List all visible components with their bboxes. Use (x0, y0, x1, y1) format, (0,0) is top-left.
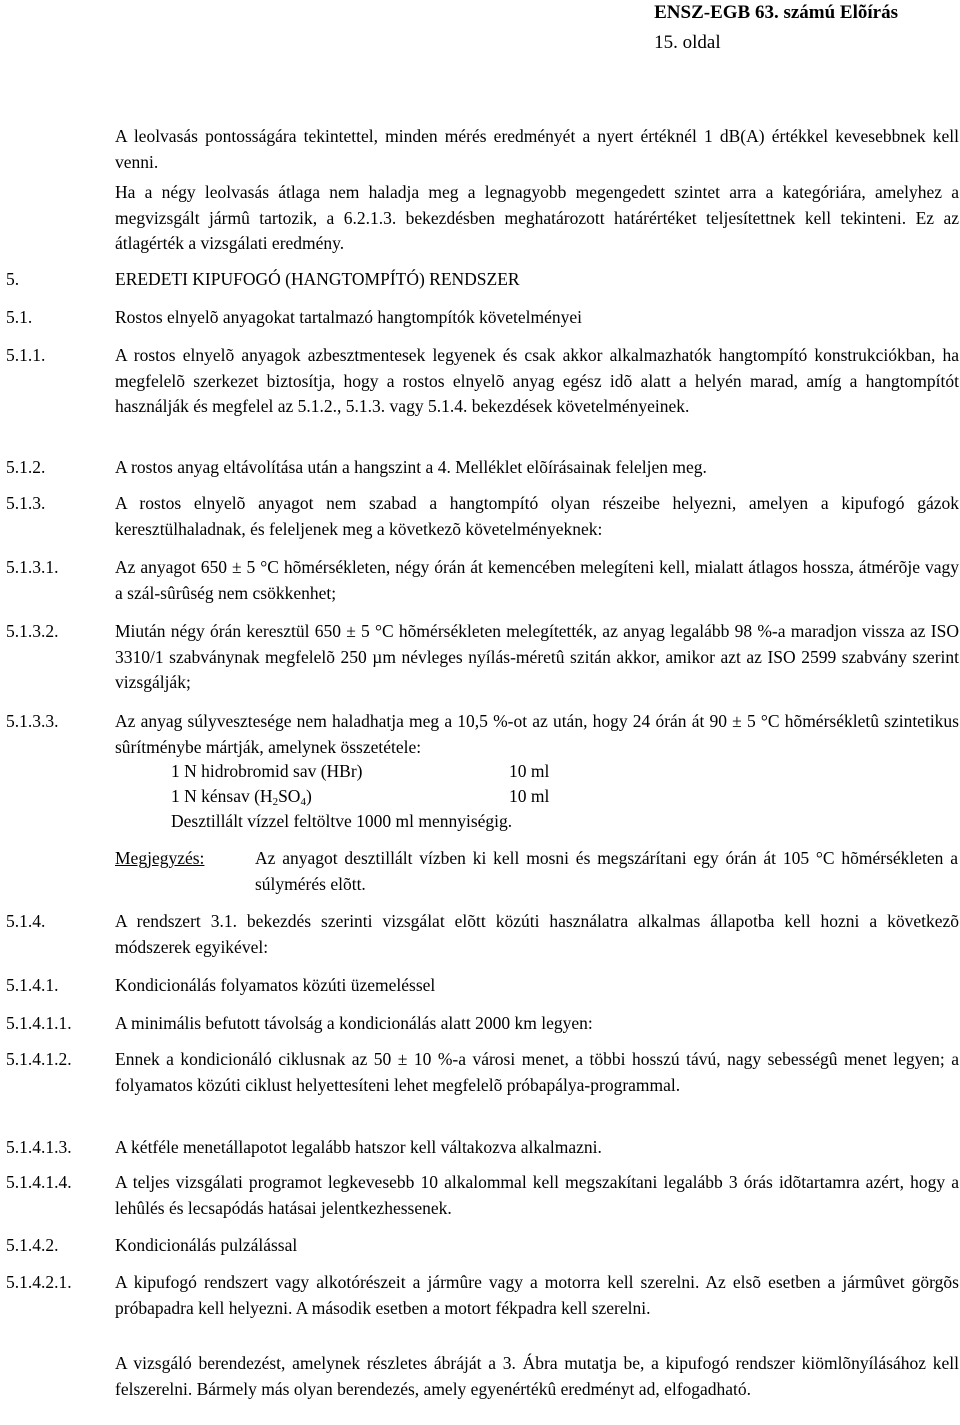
intro-paragraph-2: Ha a négy leolvasás átlaga nem haladja meg a legnagyobb megengedett szintet arra a kategóriára, amelyhez a megvizsgált jármû tartozik, a 6.2.1.3. bekezdésben meghatározott határértéket teljesítettnek kell tekinteni. Ez az átlagérték a vizsgálati eredmény. (115, 182, 959, 253)
section-number: 5.1.2. (6, 457, 46, 477)
note-label: Megjegyzés: (115, 848, 205, 868)
section-title: EREDETI KIPUFOGÓ (HANGTOMPÍTÓ) RENDSZER (115, 269, 520, 289)
section-number: 5.1.3.3. (6, 711, 59, 731)
section-text: A kipufogó rendszert vagy alkotórészeit a jármûre vagy a motorra kell szerelni. Az elsõ esetben a jármûvet görgõs próbapadra kell helyezni. A második esetben a motort fékpadra kell szerelni. (115, 1272, 959, 1318)
section-number: 5.1.1. (6, 345, 46, 365)
section-number: 5. (6, 269, 20, 289)
composition-amount-h2so4: 10 ml (509, 786, 550, 806)
section-number: 5.1.4.1.4. (6, 1172, 72, 1192)
section-number: 5.1.4. (6, 911, 46, 931)
section-text: Ennek a kondicionáló ciklusnak az 50 ± 10 %-a városi menet, a többi hosszú távú, nagy sebességû menet legyen; a folyamatos közúti ciklust helyettesíteni lehet megfelelõ próbapálya-programmal. (115, 1049, 959, 1095)
section-number: 5.1. (6, 307, 33, 327)
composition-amount-hbr: 10 ml (509, 761, 550, 781)
section-text: A teljes vizsgálati programot legkevesebb 10 alkalommal kell megszakítani legalább 3 órás idõtartamra azért, hogy a lehûlés és lecsapódás hatásai jelentkezhessenek. (115, 1172, 959, 1218)
section-number: 5.1.4.1. (6, 975, 59, 995)
section-text: Az anyagot 650 ± 5 °C hõmérsékleten, négy órán át kemencében melegíteni kell, mialatt átlagos hossza, átmérõje vagy a szál-sûrûség nem csökkenhet; (115, 557, 959, 603)
section-text: A minimális befutott távolság a kondicionálás alatt 2000 km legyen: (115, 1013, 593, 1033)
section-number: 5.1.3. (6, 493, 46, 513)
intro-paragraph-1: A leolvasás pontosságára tekintettel, minden mérés eredményét a nyert értéknél 1 dB(A) értékkel kevesebbnek kell venni. (115, 126, 959, 172)
section-text: Az anyag súlyvesztesége nem haladhatja meg a 10,5 %-ot az után, hogy 24 órán át 90 ± 5 °C hõmérsékletû szintetikus sûrítménybe mártják, amelynek összetétele: (115, 711, 959, 757)
section-text: A rostos elnyelõ anyagok azbesztmentesek legyenek és csak akkor alkalmazhatók hangtompító konstrukciókban, ha megfelelõ szerkezet biztosítja, hogy a rostos elnyelõ anyag egész idõ alatt a helyén marad, amíg a hangtompítót használják és megfelel az 5.1.2., 5.1.3. vagy 5.1.4. bekezdések követelményeinek. (115, 345, 959, 416)
section-number: 5.1.4.1.1. (6, 1013, 72, 1033)
section-text: A kétféle menetállapotot legalább hatszor kell váltakozva alkalmazni. (115, 1137, 602, 1157)
page-number: 15. oldal (654, 32, 721, 53)
section-text: Kondicionálás pulzálással (115, 1235, 298, 1255)
composition-item-hbr: 1 N hidrobromid sav (HBr) (171, 761, 363, 781)
note-text: Az anyagot desztillált vízben ki kell mosni és megszárítani egy órán át 105 °C hõmérsékleten a súlymérés elõtt. (255, 848, 958, 894)
section-number: 5.1.3.2. (6, 621, 59, 641)
section-title: Rostos elnyelõ anyagokat tartalmazó hangtompítók követelményei (115, 307, 583, 327)
page-header (654, 0, 898, 58)
section-text: Miután négy órán keresztül 650 ± 5 °C hõmérsékleten melegítették, az anyag legalább 98 %-a maradjon vissza az ISO 3310/1 szabványnak megfelelõ 250 µm névleges nyílás-méretû szitán akkor, amikor azt az ISO 2599 szabvány szerint vizsgálják; (115, 621, 959, 692)
section-number: 5.1.4.2.1. (6, 1272, 72, 1292)
section-number: 5.1.4.1.3. (6, 1137, 72, 1157)
document-title: ENSZ-EGB 63. számú Elõírás (654, 2, 898, 23)
section-number: 5.1.4.2. (6, 1235, 59, 1255)
composition-item-water: Desztillált vízzel feltöltve 1000 ml mennyiségig. (171, 811, 513, 831)
section-text: A rostos anyag eltávolítása után a hangszint a 4. Melléklet elõírásainak feleljen meg. (115, 457, 707, 477)
final-paragraph: A vizsgáló berendezést, amelynek részletes ábráját a 3. Ábra mutatja be, a kipufogó rendszer kiömlõnyílásához kell felszerelni. Bármely más olyan berendezés, amely egyenértékû eredményt ad, elfogadható. (115, 1353, 959, 1399)
section-number: 5.1.4.1.2. (6, 1049, 72, 1069)
section-text: Kondicionálás folyamatos közúti üzemeléssel (115, 975, 436, 995)
section-text: A rendszert 3.1. bekezdés szerinti vizsgálat elõtt közúti használatra alkalmas állapotba kell hozni a következõ módszerek egyikével: (115, 911, 959, 957)
composition-item-h2so4: 1 N kénsav $(H_2SO_4)$ (171, 786, 312, 808)
section-text: A rostos elnyelõ anyagot nem szabad a hangtompító olyan részeibe helyezni, amelyen a kipufogó gázok keresztülhaladnak, és feleljenek meg a következõ követelményeknek: (115, 493, 959, 539)
section-number: 5.1.3.1. (6, 557, 59, 577)
